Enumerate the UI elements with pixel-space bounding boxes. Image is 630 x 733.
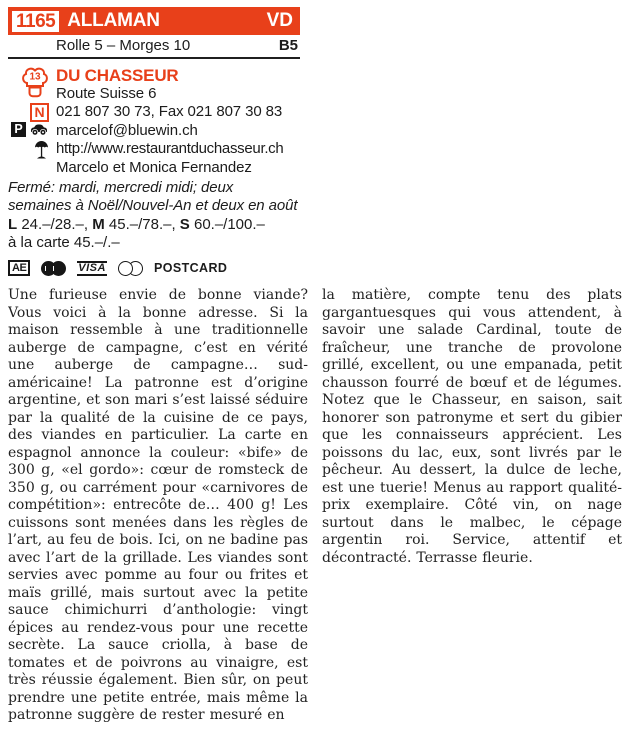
restaurant-listing (8, 66, 300, 278)
lunch-label: L (8, 216, 18, 233)
entry-header (8, 7, 300, 278)
review-column-right: la matière, compte tenu des plats gargantuesques qui vous attendent, à savoir une salade Cardinal, toute de fraîcheur, une tranche de provolone grillé, excellent, ou une empanada, petit chausson fourré de bœuf et de légumes. Notez que le Chasseur, en saison, sait honorer son patronyme et sert du gibier que les connaisseurs apprécient. Les poissons du lac, eux, sont livrés par le pêcheur. Au dessert, la dulce de leche, est une tuerie! Menus au rapport qualité-prix exemplaire. Côté vin, on nage surtout dans le malbec, le cépage argentin roi. Service, attentif et décontracté. Terrasse fleurie. (322, 287, 622, 566)
street-address: Route Suisse 6 (56, 85, 157, 102)
rating-value: 13 (29, 71, 41, 83)
menu-prices (8, 216, 300, 234)
mastercard-icon (41, 261, 66, 276)
lunch-price: 24.–/28.–, (17, 216, 93, 233)
website-url: http://www.restaurantduchasseur.ch (56, 140, 284, 157)
owners-row (8, 159, 300, 177)
phone-fax: 021 807 30 73, Fax 021 807 30 83 (56, 103, 283, 120)
terrace-parasol-icon (34, 140, 49, 159)
menu-price: 45.–/78.–, (104, 216, 180, 233)
name-row (8, 66, 300, 103)
review-column-left: Une furieuse envie de bonne viande? Vous voici à la bonne adresse. Si la maison ressemble à une traditionnelle auberge de campagne, c’est en vérité une auberge de campagne… sud-américaine! La patronne est d’origine argentine, et son mari s’est laissé séduire par la qualité de la cuisine de ce pays, des viandes en particulier. La carte en espagnol annonce la couleur: «bife» de 300 g, «el gordo»: cœur de romsteck de 350 g, ou carrément pour «carnivores de compétition»: entrecôte de… 400 g! Les cuissons sont menées dans les règles de l’art, au feu de bois. Ici, on ne badine pas avec l’art de la grillade. Les viandes sont servies avec pomme au four ou frites et maïs grillé, mais surtout avec la petite sauce chimichurri d’anthologie: vingt épices au rendez-vous pour une recette secrète. La sauce criolla, à base de tomates et de poivrons au vinaigre, est très réussie également. Bien sûr, on peut prendre une petite entrée, mais même la patronne suggère de rester mesuré en (8, 287, 308, 723)
locality-subheader (8, 35, 300, 59)
owners-names: Marcelo et Monica Fernandez (56, 159, 252, 176)
sunday-price: 60.–/100.– (189, 216, 265, 233)
website-row (8, 140, 300, 159)
payment-cards (8, 258, 300, 278)
locality-name: ALLAMAN (67, 10, 160, 31)
review-text (8, 287, 622, 733)
new-entry-icon: N (30, 103, 49, 122)
restaurant-name: DU CHASSEUR (56, 66, 179, 85)
closing-days: Fermé: mardi, mercredi midi; deux semaines à Noël/Nouvel-An et deux en août (8, 179, 298, 214)
sunday-label: S (179, 216, 190, 233)
email-row (8, 122, 300, 140)
visa-icon: VISA (78, 261, 106, 274)
distances: Rolle 5 – Morges 10 (56, 37, 191, 54)
canton-code: VD (266, 10, 293, 31)
phone-row (8, 103, 300, 122)
maestro-icon (118, 261, 143, 276)
carte-price: à la carte 45.–/.– (8, 234, 120, 251)
postal-code: 1165 (12, 11, 59, 32)
map-grid-ref: B5 (278, 37, 298, 54)
car-icon (29, 123, 49, 136)
menu-label: M (92, 216, 105, 233)
locality-bar (8, 7, 300, 35)
email-address: marcelof@bluewin.ch (56, 122, 198, 139)
postcard-label: POSTCARD (153, 261, 228, 275)
rating-cell (8, 66, 56, 102)
amex-icon: AE (8, 260, 30, 276)
parking-icon: P (11, 122, 26, 137)
toque-rating-icon (21, 66, 49, 102)
